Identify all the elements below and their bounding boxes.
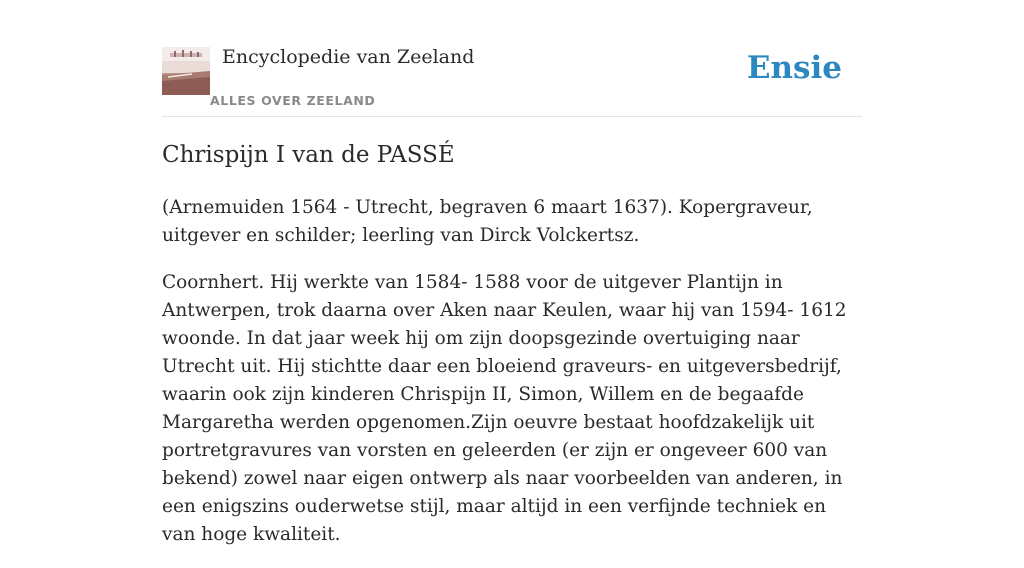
site-title[interactable]: Encyclopedie van Zeeland [222, 46, 475, 68]
article [162, 138, 862, 568]
article-paragraph: (Arnemuiden 1564 - Utrecht, begraven 6 maart 1637). Kopergraveur, uitgever en schilder; leerling van Dirck Volckertsz. [162, 197, 813, 246]
article-title: Chrispijn I van de PASSÉ [162, 142, 455, 168]
avatar-image [162, 47, 210, 95]
site-header [162, 0, 862, 117]
site-subtitle: ALLES OVER ZEELAND [210, 93, 376, 108]
site-avatar[interactable] [162, 47, 210, 95]
article-paragraph: Coornhert. Hij werkte van 1584- 1588 voor de uitgever Plantijn in Antwerpen, trok daarna over Aken naar Keulen, waar hij van 1594- 1612 woonde. In dat jaar week hij om zijn doopsgezinde overtuiging naar Utrecht uit. Hij stichtte daar een bloeiend graveurs- en uitgeversbedrijf, waarin ook zijn kinderen Chrispijn II, Simon, Willem en de begaafde Margaretha werden opgenomen.Zijn oeuvre bestaat hoofdzakelijk uit portretgravures van vorsten en geleerden (er zijn er ongeveer 600 van bekend) zowel naar eigen ontwerp als naar voorbeelden van anderen, in een enigszins ouderwetse stijl, maar altijd in een verfijnde techniek en van hoge kwaliteit. [162, 272, 847, 545]
brand-logo[interactable]: Ensie [746, 50, 842, 86]
